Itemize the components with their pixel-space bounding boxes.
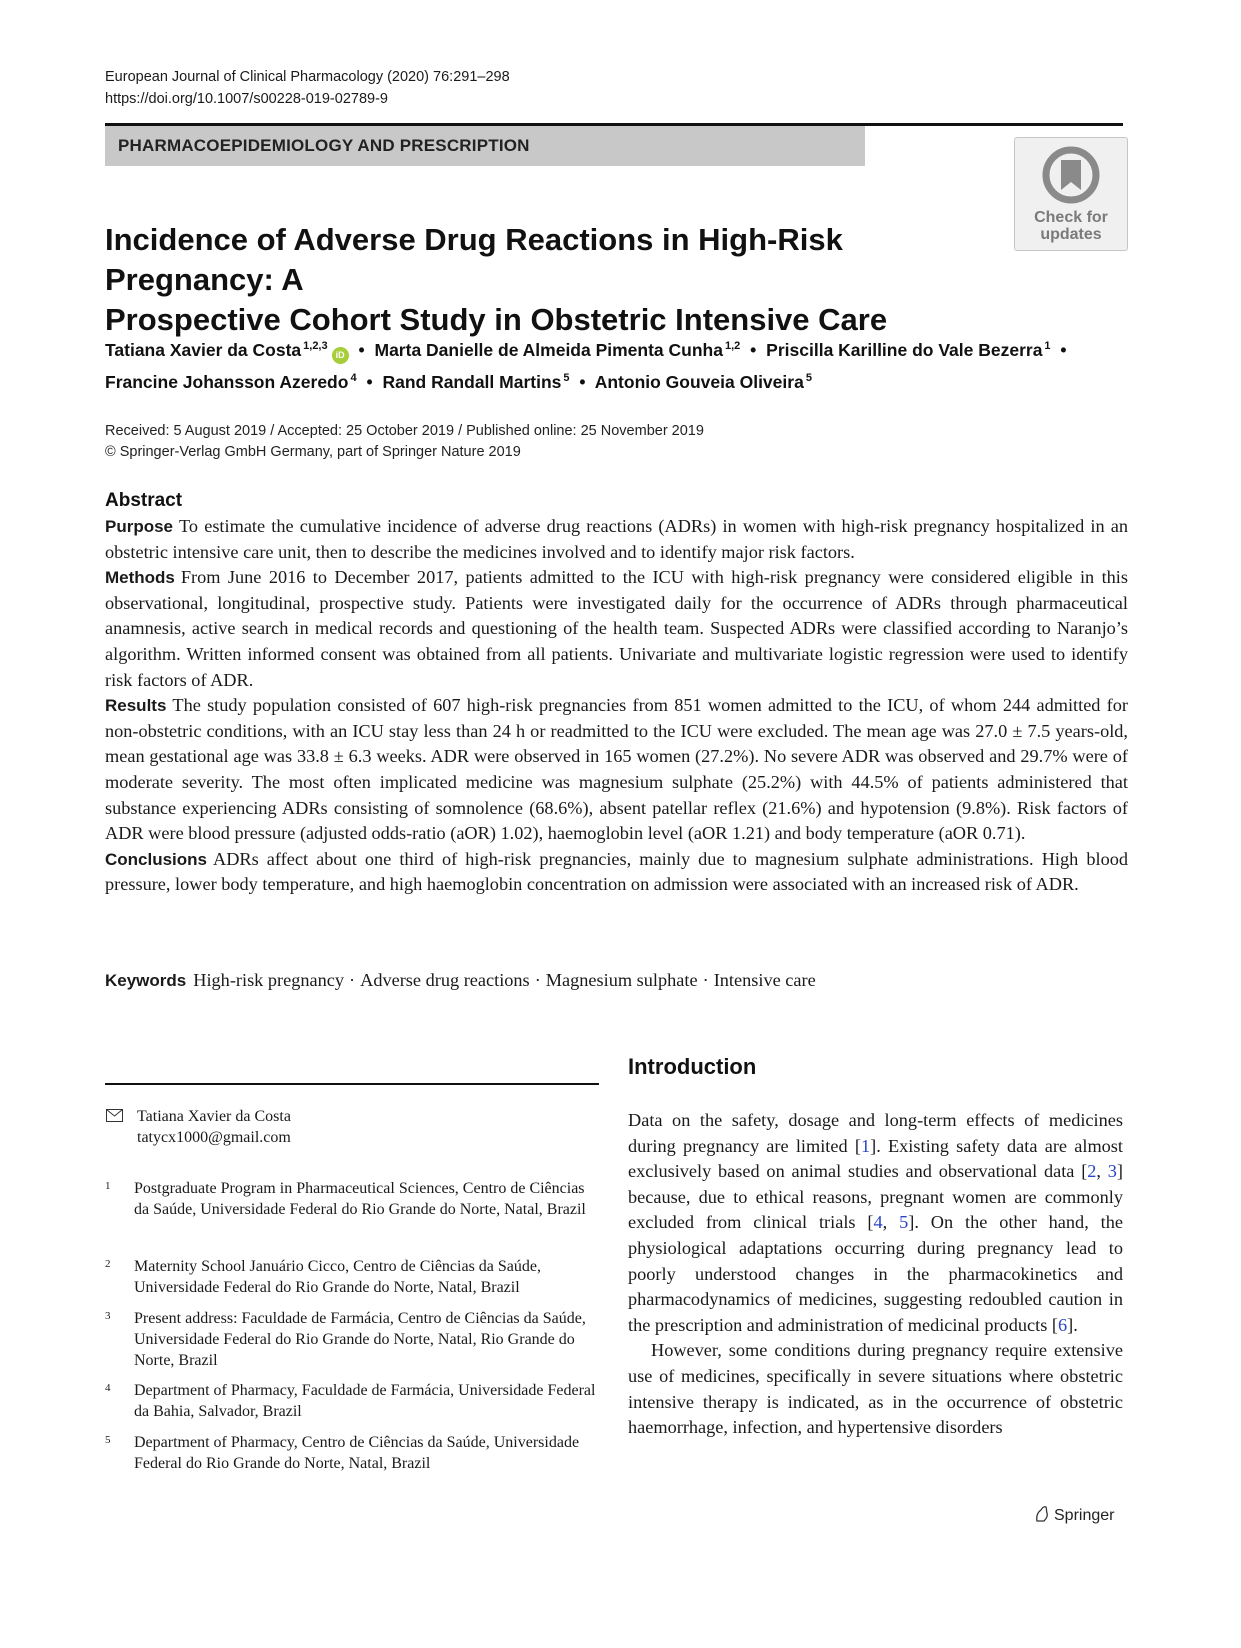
- keywords: [105, 967, 816, 994]
- author-name[interactable]: Antonio Gouveia Oliveira: [594, 372, 804, 392]
- conclusions-label: Conclusions: [105, 849, 208, 869]
- affiliation-text: Department of Pharmacy, Centro de Ciências da Saúde, Universidade Federal do Rio Grande do Norte, Natal, Brazil: [134, 1434, 580, 1472]
- purpose-text: To estimate the cumulative incidence of adverse drug reactions (ADRs) in women with high-risk pregnancy hospitalized in an obstetric intensive care unit, then to describe the medicines involved and to identify major risk factors.: [105, 516, 1128, 562]
- author-separator: •: [366, 372, 373, 392]
- springer-horse-icon: [1034, 1505, 1050, 1523]
- journal-info: [105, 66, 510, 110]
- author-list: [105, 332, 1130, 396]
- author-affiliation-sup: 1: [1044, 340, 1051, 352]
- citation-link[interactable]: 3: [1107, 1161, 1117, 1182]
- author-separator: •: [1060, 340, 1067, 360]
- citation-link[interactable]: 4: [873, 1212, 883, 1233]
- abstract-conclusions: [105, 847, 1128, 898]
- author-separator: •: [358, 340, 365, 360]
- affiliation-text: Maternity School Januário Cicco, Centro de Ciências da Saúde, Universidade Federal do Rio Grande do Norte, Natal, Brazil: [134, 1258, 542, 1296]
- author-separator: •: [579, 372, 586, 392]
- publication-dates: [105, 421, 704, 463]
- section-band: [105, 126, 865, 166]
- author-name[interactable]: Tatiana Xavier da Costa: [105, 340, 302, 360]
- author-affiliation-sup: 4: [350, 372, 357, 384]
- keyword-separator: ·: [534, 970, 541, 990]
- author-name[interactable]: Rand Randall Martins: [382, 372, 562, 392]
- intro-text: ]. On the other hand, the physiological adaptations occurring during pregnancy lead to poorly understood changes in the pharmacokinetics and pharmacodynamics of medicines, suggesting redoubled caution in the prescription and administration of medicinal products [: [628, 1212, 1123, 1335]
- affiliation-number: 2: [105, 1258, 111, 1270]
- abstract-heading: Abstract: [105, 490, 183, 511]
- affiliation-text: Postgraduate Program in Pharmaceutical Sciences, Centro de Ciências da Saúde, Universidade Federal do Rio Grande do Norte, Natal, Brazil: [134, 1180, 586, 1218]
- envelope-icon: [106, 1109, 123, 1122]
- dates-line: Received: 5 August 2019 / Accepted: 25 October 2019 / Published online: 25 November 2019: [105, 423, 704, 439]
- correspondence-name: Tatiana Xavier da Costa: [137, 1108, 291, 1125]
- title-line-1: Incidence of Adverse Drug Reactions in High-Risk Pregnancy: A: [105, 222, 843, 297]
- intro-text: ].: [1067, 1314, 1078, 1335]
- author-line-1: [105, 332, 1130, 364]
- citation-link[interactable]: 6: [1058, 1314, 1068, 1335]
- author-separator: •: [750, 340, 757, 360]
- purpose-label: Purpose: [105, 517, 174, 536]
- abstract-methods: [105, 565, 1128, 693]
- author-name[interactable]: Marta Danielle de Almeida Pimenta Cunha: [374, 340, 723, 360]
- abstract: [105, 488, 1128, 898]
- orcid-icon[interactable]: iD: [332, 347, 349, 364]
- correspondence-email[interactable]: tatycx1000@gmail.com: [137, 1129, 291, 1146]
- affiliation-text: Present address: Faculdade de Farmácia, Centro de Ciências da Saúde, Universidade Federal do Rio Grande do Norte, Natal, Rio Grande do Norte, Brazil: [134, 1310, 586, 1369]
- intro-paragraph-1: [628, 1108, 1123, 1338]
- methods-label: Methods: [105, 568, 175, 588]
- author-affiliation-sup: 5: [563, 372, 570, 384]
- intro-text: ] because, due to ethical reasons, pregnant women are commonly excluded from clinical trials [: [628, 1161, 1123, 1233]
- footnote-rule: [105, 1083, 599, 1085]
- doi-link[interactable]: https://doi.org/10.1007/s00228-019-02789-9: [105, 91, 388, 107]
- intro-text: ,: [882, 1212, 900, 1233]
- affiliation-text: Department of Pharmacy, Faculdade de Farmácia, Universidade Federal da Bahia, Salvador, Brazil: [134, 1382, 596, 1420]
- results-label: Results: [105, 696, 167, 716]
- bookmark-ring-icon: [1042, 146, 1100, 204]
- abstract-purpose: [105, 514, 1128, 565]
- affiliation-number: 5: [105, 1434, 111, 1446]
- journal-citation: European Journal of Clinical Pharmacology (2020) 76:291–298: [105, 69, 510, 85]
- affiliation-number: 1: [105, 1180, 111, 1192]
- author-affiliation-sup: 1,2: [724, 340, 741, 352]
- publisher-logo: [1034, 1505, 1114, 1525]
- author-name[interactable]: Priscilla Karilline do Vale Bezerra: [766, 340, 1043, 360]
- results-text: The study population consisted of 607 high-risk pregnancies from 851 women admitted to the ICU, of whom 244 admitted for non-obstetric conditions, with an ICU stay less than 24 h or readmitted to the ICU were excluded. The mean age was 27.0 ± 7.5 years-old, mean gestational age was 33.8 ± 6.3 weeks. ADR were observed in 165 women (27.2%). No severe ADR was observed and 29.7% were of moderate severity. The most often implicated medicine was magnesium sulphate (25.2%) with 44.5% of patients administered that substance experiencing ADRs consisting of somnolence (68.6%), absent patellar reflex (21.6%) and hypotension (9.8%). Risk factors of ADR were blood pressure (adjusted odds-ratio (aOR) 1.02), haemoglobin level (aOR 1.21) and body temperature (aOR 0.71).: [105, 695, 1128, 844]
- conclusions-text: ADRs affect about one third of high-risk pregnancies, mainly due to magnesium sulphate administrations. High blood pressure, lower body temperature, and high haemoglobin concentration on admission were associated with an increased risk of ADR.: [105, 848, 1128, 895]
- author-affiliation-sup: 1,2,3: [303, 340, 328, 352]
- author-name[interactable]: Francine Johansson Azeredo: [105, 372, 349, 392]
- publisher-name: Springer: [1054, 1507, 1115, 1524]
- author-affiliation-sup: 5: [805, 372, 812, 384]
- intro-text: Data on the safety, dosage and long-term effects of medicines during pregnancy are limited [: [628, 1110, 1123, 1156]
- keywords-label: Keywords: [105, 971, 187, 990]
- keyword: Magnesium sulphate: [545, 970, 698, 990]
- affiliation-number: 3: [105, 1310, 111, 1322]
- article-title: [105, 220, 985, 340]
- intro-text: ]. Existing safety data are almost exclusively based on animal studies and observational data [: [628, 1135, 1123, 1182]
- author-line-2: [105, 364, 1130, 396]
- keyword: Adverse drug reactions: [360, 970, 530, 990]
- section-label: PHARMACOEPIDEMIOLOGY AND PRESCRIPTION: [118, 136, 530, 155]
- introduction-body: [628, 1108, 1123, 1441]
- methods-text: From June 2016 to December 2017, patients admitted to the ICU with high-risk pregnancy were considered eligible in this observational, longitudinal, prospective study. Patients were investigated daily for the occurrence of ADRs through pharmaceutical anamnesis, active search in medical records and questioning of the health team. Suspected ADRs were classified according to Naranjo’s algorithm. Written informed consent was obtained from all patients. Univariate and multivariate logistic regression were used to identify risk factors of ADR.: [105, 567, 1128, 690]
- keyword-separator: ·: [349, 970, 356, 990]
- citation-link[interactable]: 2: [1087, 1161, 1097, 1182]
- affiliation-number: 4: [105, 1382, 111, 1394]
- keyword: Intensive care: [713, 970, 816, 990]
- copyright-line: © Springer-Verlag GmbH Germany, part of Springer Nature 2019: [105, 444, 521, 460]
- check-for-updates-button[interactable]: [1014, 137, 1128, 251]
- intro-text: ,: [1096, 1161, 1108, 1182]
- citation-link[interactable]: 1: [860, 1135, 871, 1156]
- check-updates-line2: updates: [1040, 226, 1102, 243]
- keyword: High-risk pregnancy: [193, 970, 345, 990]
- introduction-heading: Introduction: [628, 1054, 757, 1079]
- intro-paragraph-2: However, some conditions during pregnancy require extensive use of medicines, specifically in severe situations where obstetric intensive therapy is indicated, as in the occurrence of obstetric haemorrhage, infection, and hypertensive disorders: [628, 1340, 1123, 1438]
- title-line-2: Prospective Cohort Study in Obstetric Intensive Care: [105, 302, 888, 337]
- citation-link[interactable]: 5: [899, 1212, 909, 1233]
- check-updates-line1: Check for: [1034, 209, 1108, 226]
- keyword-separator: ·: [702, 970, 709, 990]
- abstract-results: [105, 693, 1128, 847]
